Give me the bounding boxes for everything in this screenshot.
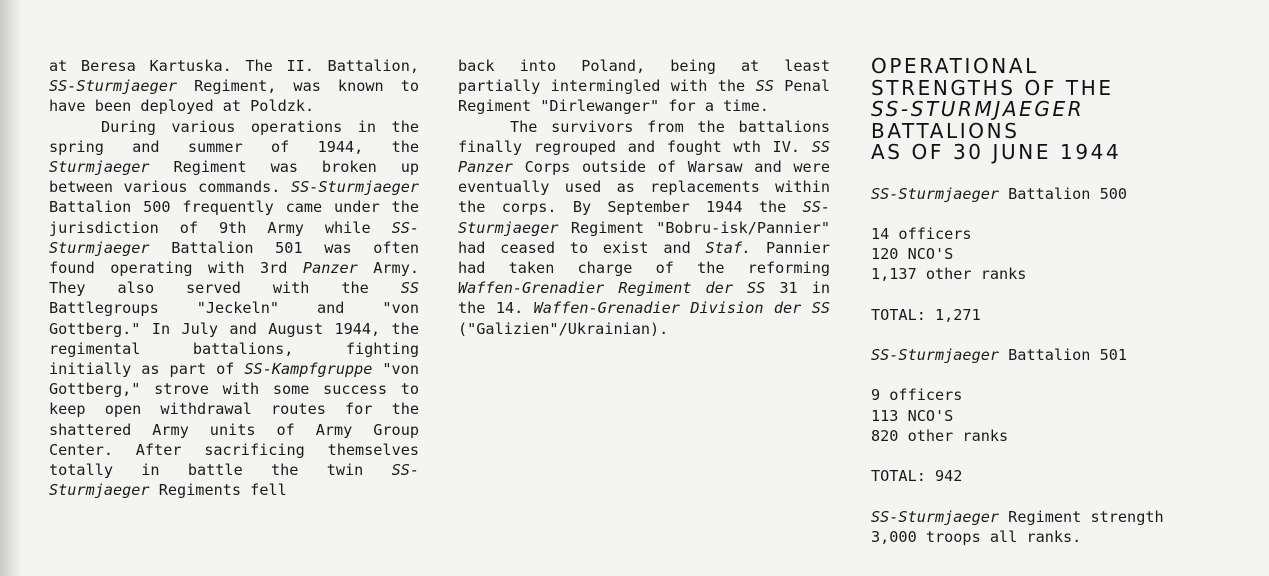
unit-name: SS-Sturmjaeger xyxy=(871,184,1000,203)
paragraph xyxy=(458,56,830,117)
italic-term: SS-Sturmjaeger xyxy=(49,218,419,257)
heading-line: BATTALIONS xyxy=(871,118,1020,143)
other-ranks-count: 1,137 other ranks xyxy=(871,265,1027,284)
italic-term: Panzer xyxy=(302,259,358,278)
unit-name: SS-Sturmjaeger xyxy=(871,507,1000,526)
italic-term: Staf. xyxy=(705,238,752,257)
unit-name-rest: Battalion 500 xyxy=(999,184,1128,203)
text-column-1 xyxy=(49,56,419,500)
italic-term: SS-Sturmjaeger xyxy=(49,77,178,96)
italic-term: Waffen-Grenadier Regiment der SS xyxy=(458,279,766,298)
heading-line: SS-STURMJAEGER xyxy=(871,97,1085,121)
heading-line: AS OF 30 JUNE 1944 xyxy=(871,140,1122,164)
total-count: TOTAL: 1,271 xyxy=(871,305,981,324)
text-run: Pannier had taken charge of the reforming xyxy=(458,238,830,278)
page-edge-shadow xyxy=(0,0,22,576)
italic-term: SS xyxy=(400,279,419,298)
text-column-2 xyxy=(458,56,830,339)
battalion-500-title xyxy=(871,184,1247,204)
regiment-word: Regiment xyxy=(1008,507,1082,526)
officers-count: 14 officers xyxy=(871,224,972,243)
text-run: "von Gottberg," strove with some success to keep open withdrawal routes for the shattered Army units of Army Group Center. After sacrificing themselves totally in battle the twin xyxy=(49,360,419,480)
battalion-501-title xyxy=(871,345,1247,365)
italic-term: SS-Sturmjaeger xyxy=(290,178,419,197)
paragraph xyxy=(49,56,419,117)
text-run: Regiments fell xyxy=(149,481,287,500)
battalion-500-strength xyxy=(871,224,1247,285)
officers-count: 9 officers xyxy=(871,386,963,405)
text-run: Regiment "Bobru-isk/Pannier" had ceased to exist and xyxy=(458,218,830,257)
text-run: at Beresa Kartuska. The II. Battalion, xyxy=(49,57,419,75)
text-run: The survivors from the battalions finally regrouped and fought wth IV. xyxy=(458,117,830,156)
italic-term: Sturmjaeger xyxy=(49,158,150,177)
regiment-strength xyxy=(871,507,1247,547)
text-run: 31 in the 14. xyxy=(458,279,830,318)
other-ranks-count: 820 other ranks xyxy=(871,426,1009,445)
text-run: Battlegroups "Jeckeln" and "von Gottberg." In July and August 1944, the regimental battalions, fighting initially as part of xyxy=(49,299,419,379)
text-run: During various operations in the spring and summer of 1944, the xyxy=(49,117,419,156)
battalion-501-strength xyxy=(871,385,1247,446)
text-run: ("Galizien"/Ukrainian). xyxy=(458,319,669,338)
italic-term: Waffen-Grenadier Division der SS xyxy=(533,299,830,318)
heading-line: STRENGTHS OF THE xyxy=(871,75,1114,100)
text-run: Battalion 501 was often found operating with 3rd xyxy=(49,238,419,278)
text-run: back into Poland, being at least partially intermingled with the xyxy=(458,57,830,96)
nco-count: 113 NCO'S xyxy=(871,406,954,425)
battalion-501-total xyxy=(871,466,1247,486)
nco-count: 120 NCO'S xyxy=(871,245,954,264)
italic-term: SS-Sturmjaeger xyxy=(49,461,419,500)
strength-word: strength xyxy=(1090,507,1164,526)
paragraph xyxy=(458,117,830,339)
unit-name-rest: Battalion 501 xyxy=(999,346,1128,365)
italic-term: SS-Kampfgruppe xyxy=(244,360,373,379)
troops-count: 3,000 troops all ranks. xyxy=(871,527,1082,546)
italic-term: SS Panzer xyxy=(458,137,830,177)
paragraph xyxy=(49,117,419,501)
text-run: Regiment was broken up between various commands. xyxy=(49,158,419,197)
strengths-sidebar xyxy=(871,56,1247,567)
italic-term: SS xyxy=(755,77,774,96)
text-run: Penal Regiment "Dirlewanger" for a time. xyxy=(458,77,830,116)
italic-term: SS-Sturmjaeger xyxy=(458,198,830,237)
unit-name: SS-Sturmjaeger xyxy=(871,346,1000,365)
heading-line: OPERATIONAL xyxy=(871,54,1039,78)
sidebar-heading xyxy=(871,56,1247,164)
text-run: Corps outside of Warsaw and were eventually used as replacements within the corps. By September 1944 the xyxy=(458,158,830,217)
battalion-500-total xyxy=(871,305,1247,325)
text-run: Battalion 500 frequently came under the jurisdiction of 9th Army while xyxy=(49,198,419,237)
text-run: Regiment, was known to have been deployed at Poldzk. xyxy=(49,77,419,116)
text-run: Army. They also served with the xyxy=(49,259,419,298)
total-count: TOTAL: 942 xyxy=(871,467,963,486)
